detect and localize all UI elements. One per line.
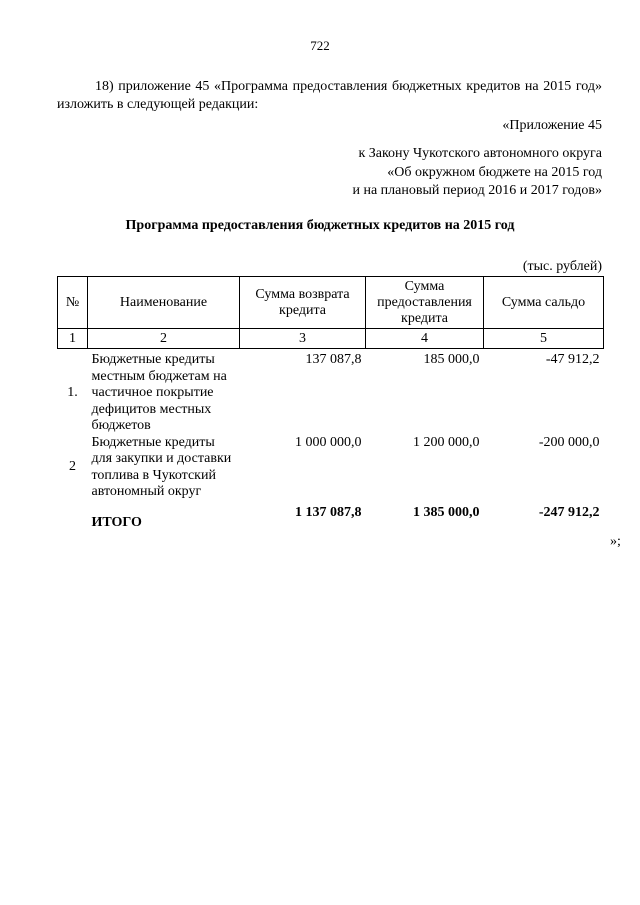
row-repayment: 137 087,8 [305,352,362,367]
appendix-ref-line: и на плановый период 2016 и 2017 годов» [352,183,602,198]
column-number-row [58,329,604,349]
credit-program-table [57,276,604,531]
page-number: 722 [310,38,330,53]
column-number: 5 [484,329,604,349]
row-name: Бюджетные кредиты местным бюджетам на частичное покрытие дефицитов местных бюджетов [91,352,227,433]
units-label: (тыс. рублей) [522,259,602,274]
appendix-ref-line: «Об окружном бюджете на 2015 год [387,164,602,180]
row-number: 1. [67,385,78,400]
column-header-number: № [58,277,88,329]
column-number: 1 [58,329,88,349]
row-name: Бюджетные кредиты для закупки и доставки топлива в Чукотский автономный округ [91,434,232,499]
row-provision: 185 000,0 [423,352,480,367]
intro-paragraph: 18) приложение 45 «Программа предоставления бюджетных кредитов на 2015 год» изложить в следующей редакции: [57,79,602,112]
document-heading: Программа предоставления бюджетных кредитов на 2015 год [125,218,515,233]
table-row [58,349,604,435]
column-number: 2 [88,329,240,349]
column-number: 3 [240,329,366,349]
total-label: ИТОГО [91,514,142,530]
total-number-cell [58,501,88,532]
row-balance: -47 912,2 [545,352,600,367]
total-provision: 1 385 000,0 [413,504,480,520]
table-header-row [58,277,604,329]
appendix-reference [352,145,602,201]
column-header-name: Наименование [88,277,240,329]
appendix-title: «Приложение 45 [502,118,602,133]
row-repayment: 1 000 000,0 [295,434,362,450]
column-header-repayment: Сумма возврата кредита [240,277,366,329]
column-number: 4 [366,329,484,349]
table-row [58,435,604,501]
closing-quote-mark: »; [610,534,621,549]
column-header-balance: Сумма сальдо [484,277,604,329]
total-row [58,501,604,532]
row-number: 2 [69,459,76,475]
row-provision: 1 200 000,0 [413,434,480,450]
total-balance: -247 912,2 [538,504,600,520]
total-repayment: 1 137 087,8 [295,504,362,520]
row-balance: -200 000,0 [538,434,600,450]
appendix-ref-line: к Закону Чукотского автономного округа [358,146,602,161]
column-header-provision: Сумма предоставления кредита [366,277,484,329]
